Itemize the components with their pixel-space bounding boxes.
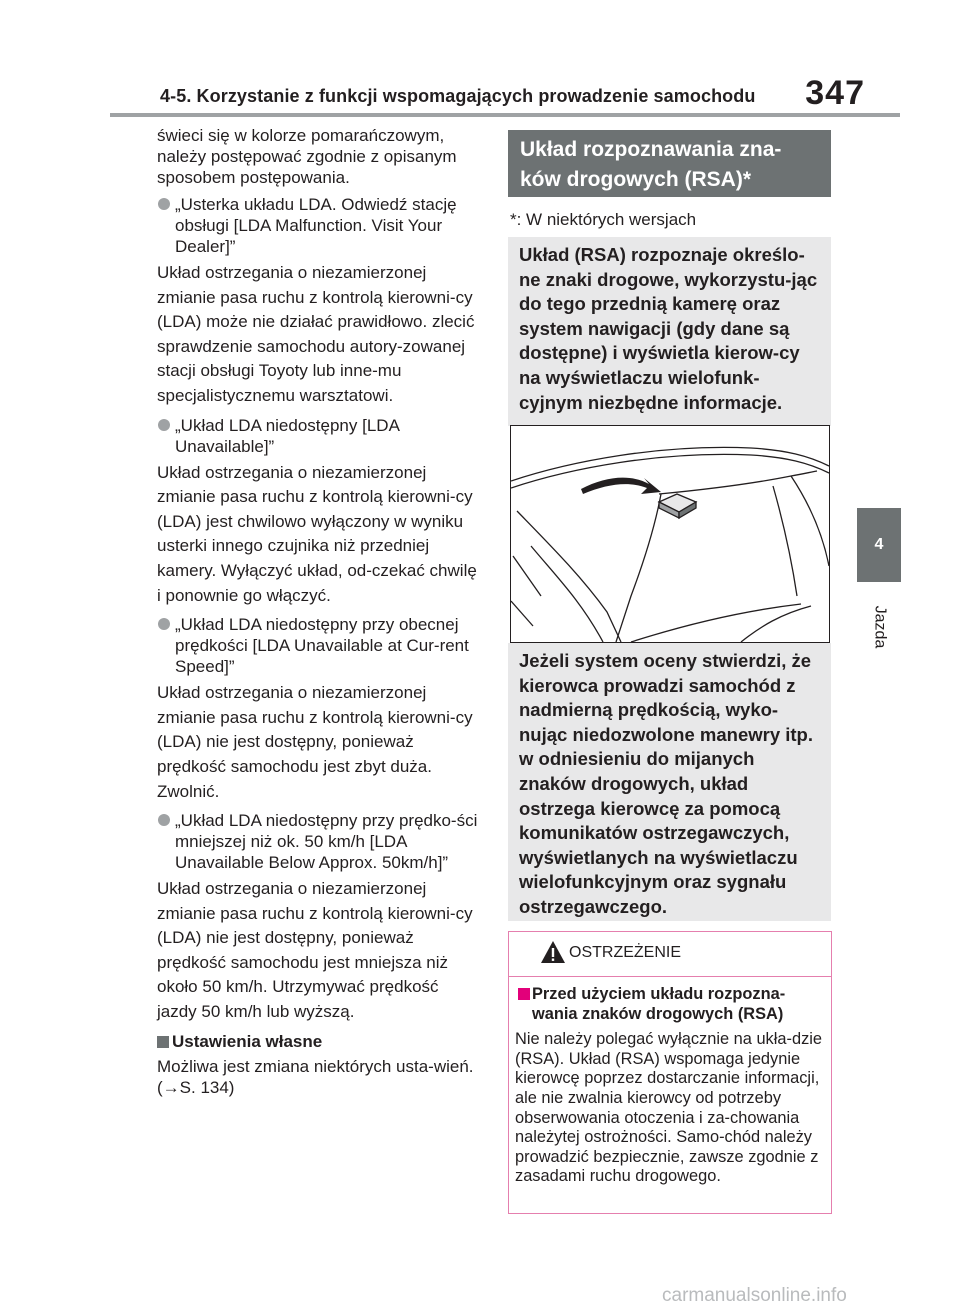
chapter-number: 4 bbox=[874, 536, 884, 553]
warning-header bbox=[509, 932, 831, 977]
message-title: „Usterka układu LDA. Odwiedź stację obsługi [LDA Malfunction. Visit Your Dealer]” bbox=[175, 195, 457, 256]
camera-unit bbox=[659, 494, 696, 518]
settings-heading-text: Ustawienia własne bbox=[172, 1031, 323, 1051]
message-description: Układ ostrzegania o niezamierzonej zmianie pasa ruchu z kontrolą kierowni-cy (LDA) może nie działać prawidłowo. zlecić sprawdzenie samochodu autory-zowanej stacji obsługi Toyoty lub inne-mu specjalistycznemu warsztatowi. bbox=[157, 263, 475, 405]
message-item bbox=[157, 810, 482, 873]
message-item bbox=[157, 194, 482, 257]
left-column bbox=[157, 125, 482, 1102]
bullet-dot-icon bbox=[158, 618, 170, 630]
chapter-tab[interactable] bbox=[857, 508, 901, 582]
warning-label: OSTRZEŻENIE bbox=[569, 944, 682, 961]
message-description: Układ ostrzegania o niezamierzonej zmianie pasa ruchu z kontrolą kierowni-cy (LDA) jest chwilowo wyłączony w wyniku usterki innego czujnika niż przedniej kamery. Wyłączyć układ, od-czekać chwilę i ponownie go włączyć. bbox=[157, 462, 477, 605]
section-title: Układ rozpoznawania zna-ków drogowych (RSA)* bbox=[508, 130, 831, 197]
summary-box: Układ (RSA) rozpoznaje określo-ne znaki drogowe, wykorzystu-jąc do tego przednią kamerę oraz system nawigacji (gdy dane są dostępne) i wyświetla kierow-cy na wyświetlaczu wielofunk-cyjnym niezbędne informacje. bbox=[508, 237, 831, 426]
chapter-label: Jazda bbox=[870, 605, 888, 649]
windshield-camera-illustration bbox=[510, 425, 830, 643]
footnote: *: W niektórych wersjach bbox=[510, 210, 697, 229]
warning-box bbox=[508, 931, 832, 1214]
warning-text: Nie należy polegać wyłącznie na ukła-dzie (RSA). Układ (RSA) wspomaga jedynie kierowcę poprzez dostarczanie informacji, ale nie zwalnia kierowcy od potrzeby obserwowania otoczenia i za-chowania należytej ostrożności. Samo-chód należy prowadzić bezpiecznie, zawsze zgodnie z zasadami ruchu drogowego. bbox=[515, 1030, 823, 1186]
header-rule bbox=[110, 113, 900, 117]
running-header-title: 4-5. Korzystanie z funkcji wspomagających prowadzenie samochodu bbox=[160, 86, 756, 106]
warning-subheading-text: Przed użyciem układu rozpozna-wania znaków drogowych (RSA) bbox=[532, 985, 786, 1023]
message-title: „Układ LDA niedostępny [LDA Unavailable]” bbox=[175, 415, 399, 456]
settings-text[interactable]: Możliwa jest zmiana niektórych usta-wień. (→S. 134) bbox=[157, 1056, 474, 1097]
description-box: Jeżeli system oceny stwierdzi, że kierowca prowadzi samochód z nadmierną prędkością, wyko-nując niedozwolone manewry itp. w odniesieniu do mijanych znaków drogowych, układ ostrzega kierowcę za pomocą komunikatów ostrzegawczych, wyświetlanych na wyświetlaczu wielofunkcyjnym oraz sygnału ostrzegawczego. bbox=[508, 643, 831, 921]
warning-subheading bbox=[515, 985, 824, 1024]
chapter-label-wrapper bbox=[857, 582, 901, 672]
page-number: 347 bbox=[805, 74, 865, 112]
windshield-illustration-svg bbox=[511, 426, 829, 642]
message-description: Układ ostrzegania o niezamierzonej zmianie pasa ruchu z kontrolą kierowni-cy (LDA) nie jest dostępny, ponieważ prędkość samochodu jest mniejsza niż około 50 km/h. Utrzymywać prędkość jazdy 50 km/h lub wyższą. bbox=[157, 879, 473, 1022]
intro-text: świeci się w kolorze pomarańczowym, należy postępować zgodnie z opisanym sposobem postępowania. bbox=[157, 126, 457, 187]
message-title: „Układ LDA niedostępny przy prędko-ści mniejszej niż ok. 50 km/h [LDA Unavailable Below Approx. 50km/h]” bbox=[175, 811, 478, 873]
bullet-dot-icon bbox=[158, 198, 170, 210]
bullet-dot-icon bbox=[158, 419, 170, 431]
message-item bbox=[157, 415, 482, 457]
watermark: carmanualsonline.info bbox=[662, 1285, 847, 1306]
square-bullet-icon bbox=[157, 1036, 169, 1048]
settings-heading bbox=[157, 1031, 482, 1052]
square-bullet-icon bbox=[518, 988, 530, 1000]
message-description: Układ ostrzegania o niezamierzonej zmianie pasa ruchu z kontrolą kierowni-cy (LDA) nie jest dostępny, ponieważ prędkość samochodu jest zbyt duża. Zwolnić. bbox=[157, 683, 473, 801]
message-title: „Układ LDA niedostępny przy obecnej prędkości [LDA Unavailable at Cur-rent Speed]” bbox=[175, 615, 469, 677]
warning-triangle-icon bbox=[540, 940, 566, 964]
warning-body bbox=[509, 977, 831, 1187]
bullet-dot-icon bbox=[158, 814, 170, 826]
message-item bbox=[157, 614, 482, 677]
indicator-arrow-icon bbox=[581, 478, 661, 494]
